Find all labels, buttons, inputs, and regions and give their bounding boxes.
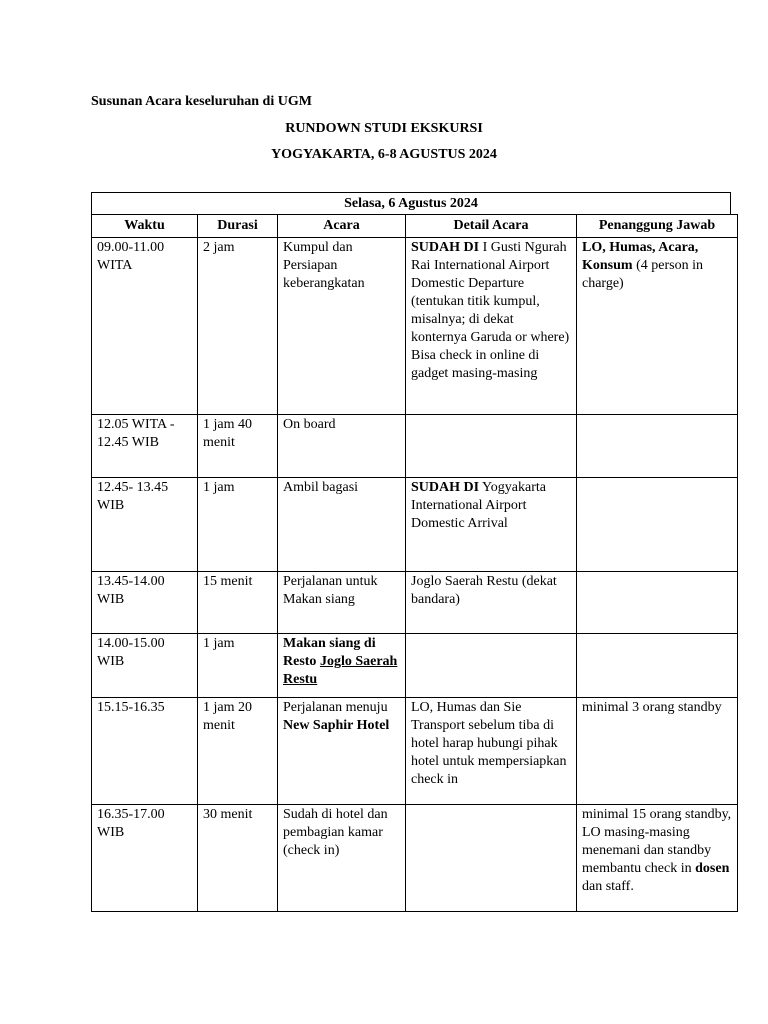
cell-durasi: 1 jam [198,634,278,698]
day-header: Selasa, 6 Agustus 2024 [91,192,731,214]
cell-detail [406,805,577,912]
cell-pj [577,238,738,415]
cell-waktu: 12.05 WITA - 12.45 WIB [92,415,198,478]
column-header-waktu: Waktu [92,215,198,238]
cell-acara: Ambil bagasi [278,478,406,572]
pj-emphasis: LO, Humas, Acara, Konsum [582,240,699,273]
document-intro-line: Susunan Acara keseluruhan di UGM [91,94,312,109]
acara-underlined-venue: Joglo Saerah Restu [283,654,398,687]
column-header-detail: Detail Acara [406,215,577,238]
detail-text: Yogyakarta International Airport Domestic Arrival [411,480,546,531]
pj-emphasis: dosen [695,861,730,876]
column-header-durasi: Durasi [198,215,278,238]
acara-emphasis: Makan siang di Resto [283,636,376,669]
cell-acara: Perjalanan untuk Makan siang [278,572,406,634]
cell-detail: Joglo Saerah Restu (dekat bandara) [406,572,577,634]
acara-emphasis: New Saphir Hotel [283,718,390,733]
cell-durasi: 15 menit [198,572,278,634]
detail-text: I Gusti Ngurah Rai International Airport Domestic Departure (tentukan titik kumpul, misalnya; di dekat konternya Garuda or where) [411,240,570,345]
table-row [92,238,738,415]
cell-waktu: 12.45- 13.45 WIB [92,478,198,572]
cell-detail: LO, Humas dan Sie Transport sebelum tiba di hotel harap hubungi pihak hotel untuk mempersiapkan check in [406,698,577,805]
cell-waktu: 15.15-16.35 [92,698,198,805]
cell-waktu: 14.00-15.00 WIB [92,634,198,698]
table-row [92,698,738,805]
table-row [92,805,738,912]
cell-pj [577,478,738,572]
cell-detail [406,238,577,415]
table-header-row [92,215,738,238]
cell-acara [278,698,406,805]
column-header-penanggung-jawab: Penanggung Jawab [577,215,738,238]
cell-waktu: 16.35-17.00 WIB [92,805,198,912]
cell-durasi: 2 jam [198,238,278,415]
rundown-table [91,214,738,912]
cell-pj [577,805,738,912]
cell-acara: On board [278,415,406,478]
cell-durasi: 1 jam [198,478,278,572]
cell-durasi: 1 jam 20 menit [198,698,278,805]
cell-acara [278,634,406,698]
table-row [92,572,738,634]
column-header-acara: Acara [278,215,406,238]
pj-tail-text: dan staff. [582,879,634,894]
cell-pj: minimal 3 orang standby [577,698,738,805]
cell-pj [577,572,738,634]
cell-detail [406,634,577,698]
cell-acara: Sudah di hotel dan pembagian kamar (check in) [278,805,406,912]
document-subtitle: YOGYAKARTA, 6-8 AGUSTUS 2024 [271,147,497,162]
cell-durasi: 1 jam 40 menit [198,415,278,478]
cell-acara: Kumpul dan Persiapan keberangkatan [278,238,406,415]
cell-detail [406,478,577,572]
acara-text: Perjalanan menuju [283,700,388,715]
detail-emphasis: SUDAH DI [411,480,480,495]
table-row [92,478,738,572]
table-row [92,634,738,698]
cell-waktu: 13.45-14.00 WIB [92,572,198,634]
detail-extra-text: Bisa check in online di gadget masing-masing [411,348,540,381]
cell-detail [406,415,577,478]
cell-pj [577,415,738,478]
cell-durasi: 30 menit [198,805,278,912]
table-row [92,415,738,478]
cell-pj [577,634,738,698]
pj-text: minimal 15 orang standby, LO masing-masing menemani dan standby membantu check in [582,807,732,876]
document-title: RUNDOWN STUDI EKSKURSI [285,121,483,136]
cell-waktu: 09.00-11.00 WITA [92,238,198,415]
detail-emphasis: SUDAH DI [411,240,480,255]
pj-text: (4 person in charge) [582,258,703,291]
